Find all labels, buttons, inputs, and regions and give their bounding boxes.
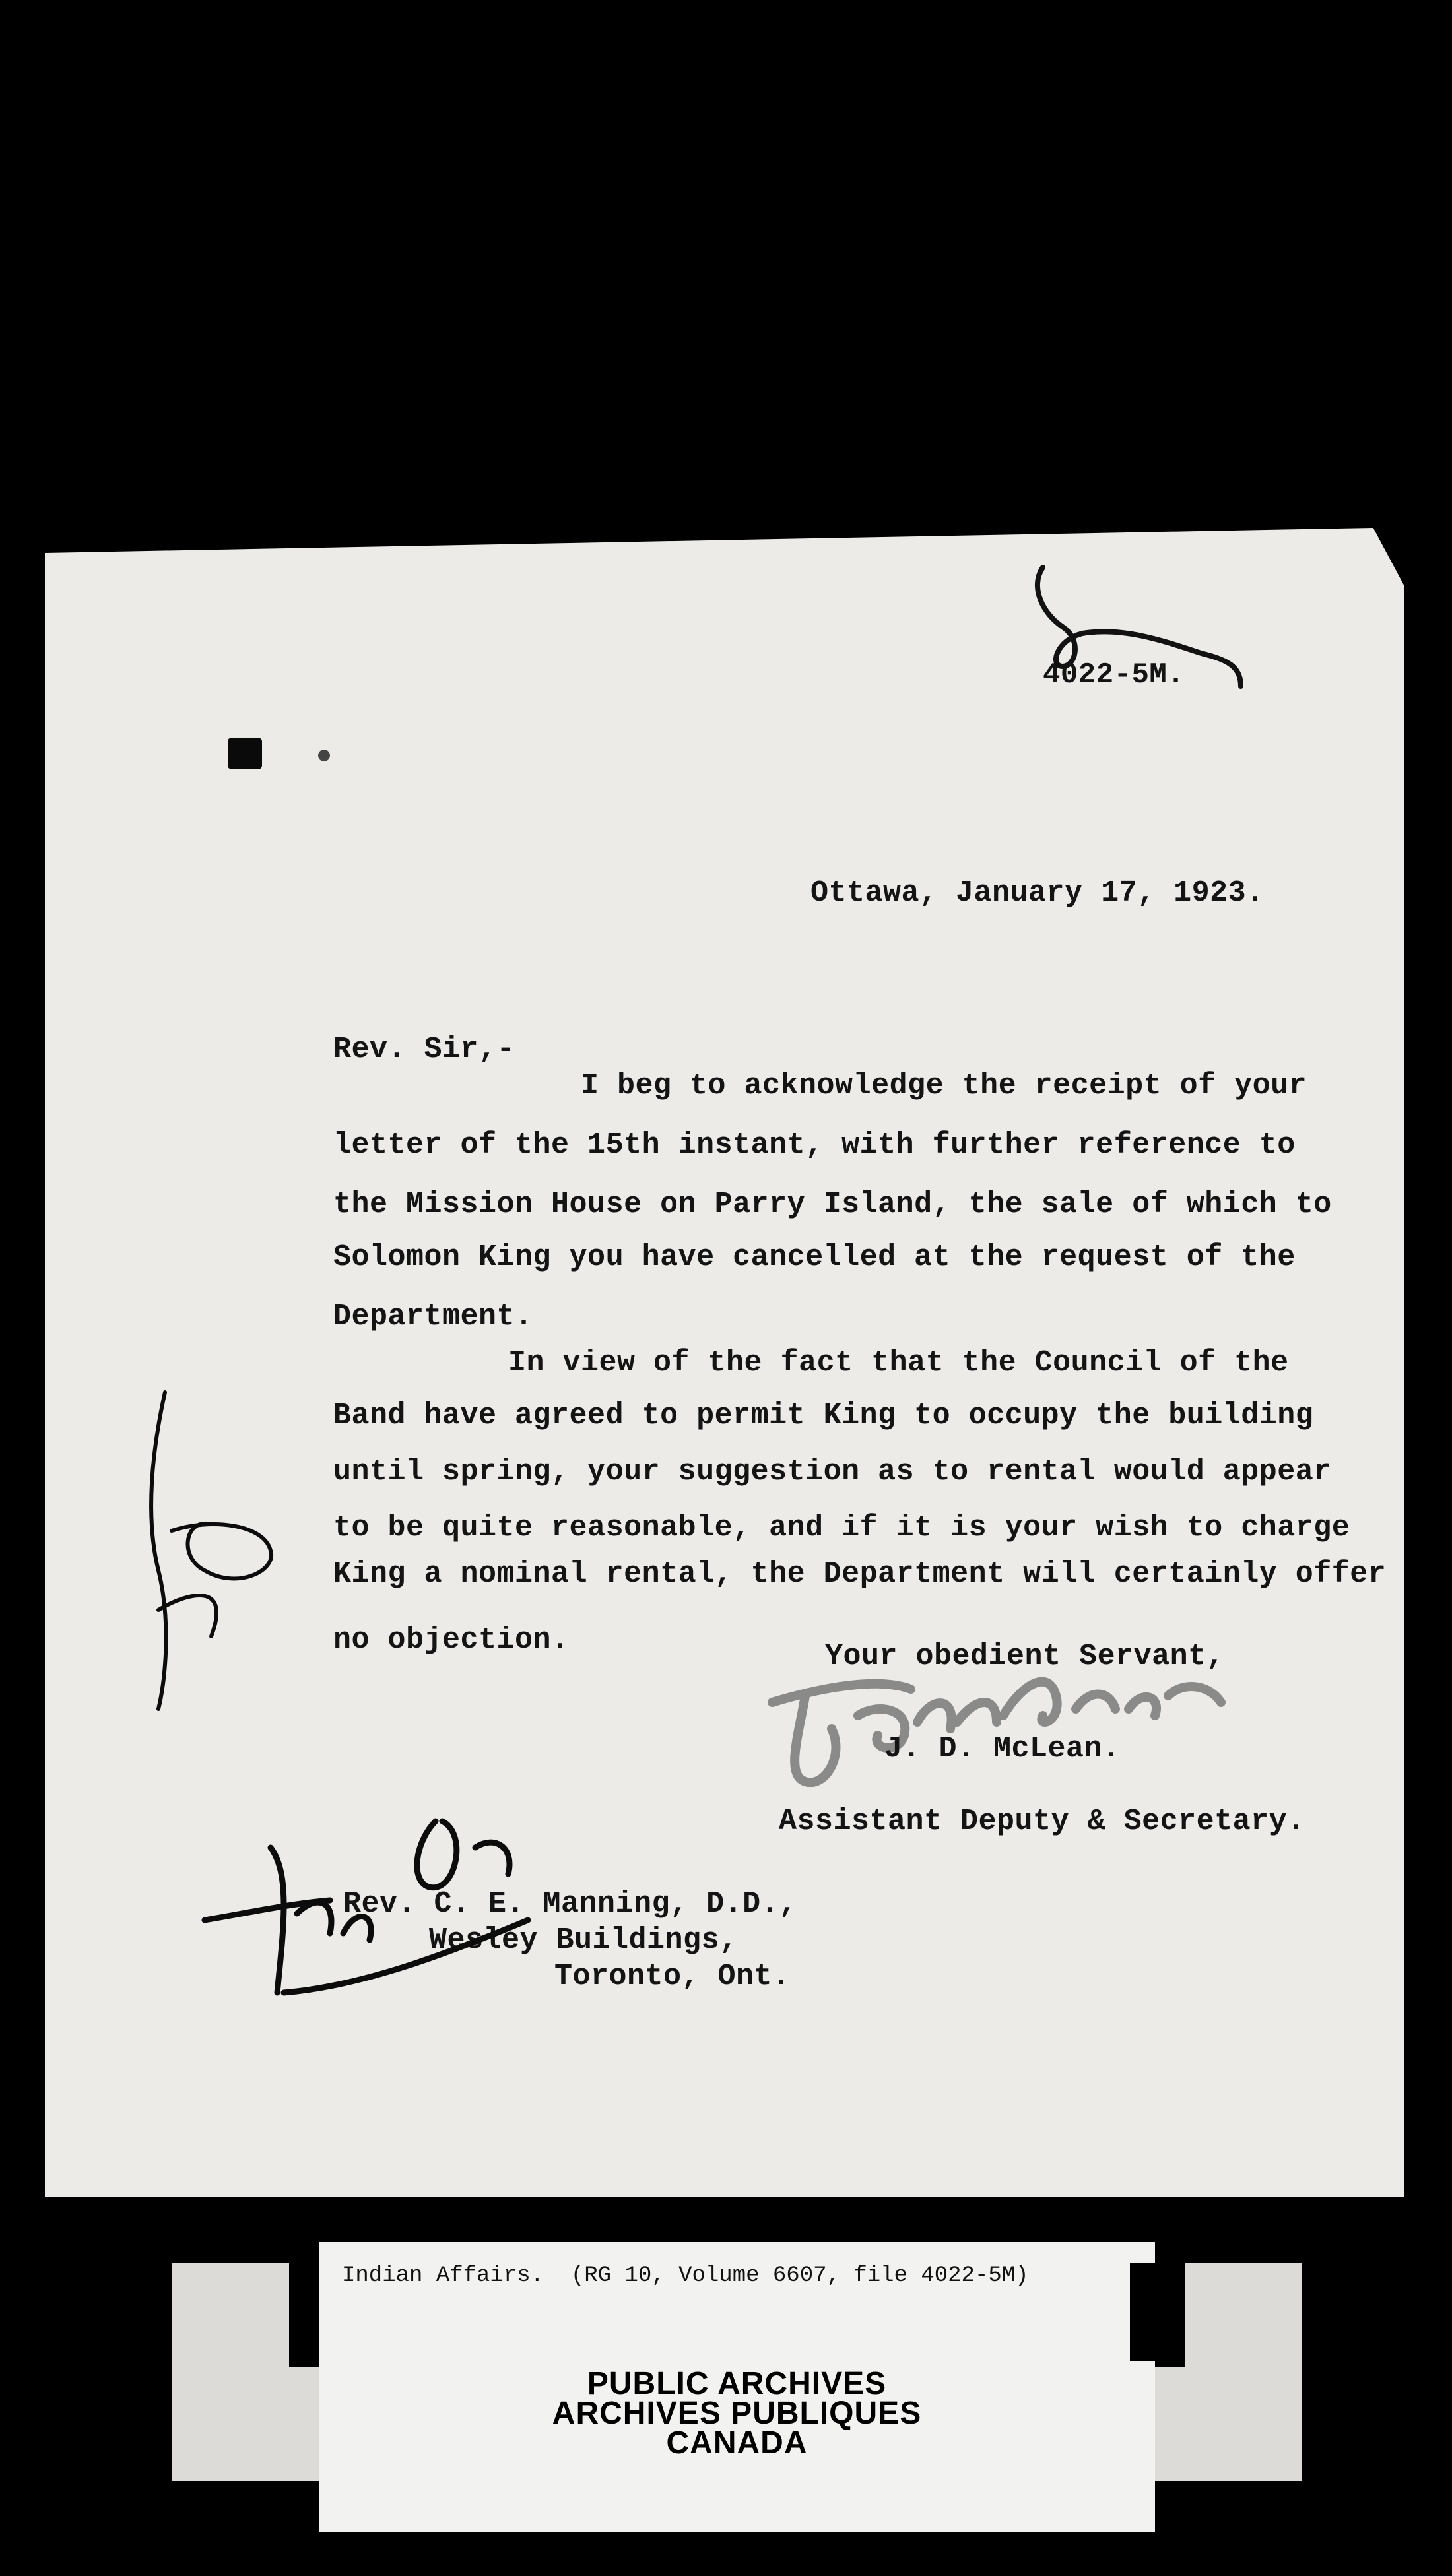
paragraph-2-line: no objection. [333,1623,570,1657]
punch-hole [228,738,262,769]
label-tab [1130,2263,1155,2361]
margin-scribble [132,1372,290,1722]
addressee-line: Rev. C. E. Manning, D.D., [343,1887,797,1921]
corner-scribble [1016,554,1254,713]
addressee-line: Toronto, Ont. [554,1960,791,1993]
label-tab [289,2242,319,2367]
paragraph-2-line: Band have agreed to permit King to occupy the building [333,1399,1314,1433]
paragraph-2-line: to be quite reasonable, and if it is your wish to charge [333,1511,1350,1545]
archive-stamp-line: CANADA [666,2426,808,2461]
signature [759,1643,1247,1795]
punch-hole [318,750,330,761]
paragraph-1-line: Solomon King you have cancelled at the request of the [333,1240,1296,1274]
paragraph-1-line: letter of the 15th instant, with further reference to [333,1128,1296,1162]
paragraph-2-line: In view of the fact that the Council of the [508,1346,1289,1380]
paragraph-1-line: Department. [333,1300,533,1334]
signer-title: Assistant Deputy & Secretary. [779,1805,1305,1838]
archive-stamp-line: PUBLIC ARCHIVES [587,2366,887,2401]
letter-date: Ottawa, January 17, 1923. [810,876,1265,910]
closing: Your obedient Servant, [825,1640,1225,1673]
signer-name: J. D. McLean. [884,1732,1121,1766]
archive-reference: Indian Affairs. (RG 10, Volume 6607, file 4022-5M) [342,2263,1029,2288]
addressee-line: Wesley Buildings, [429,1923,738,1957]
paragraph-2-line: until spring, your suggestion as to rental would appear [333,1455,1332,1489]
file-reference: 4022-5M. [1043,659,1185,692]
paragraph-1-line: the Mission House on Parry Island, the sale of which to [333,1188,1332,1221]
paragraph-1-line: I beg to acknowledge the receipt of your [581,1069,1307,1103]
archive-stamp-line: ARCHIVES PUBLIQUES [552,2396,922,2431]
salutation: Rev. Sir,- [333,1033,515,1066]
handwritten-initials [198,1795,541,2012]
paragraph-2-line: King a nominal rental, the Department will certainly offer [333,1557,1387,1591]
label-tab [1155,2242,1185,2367]
